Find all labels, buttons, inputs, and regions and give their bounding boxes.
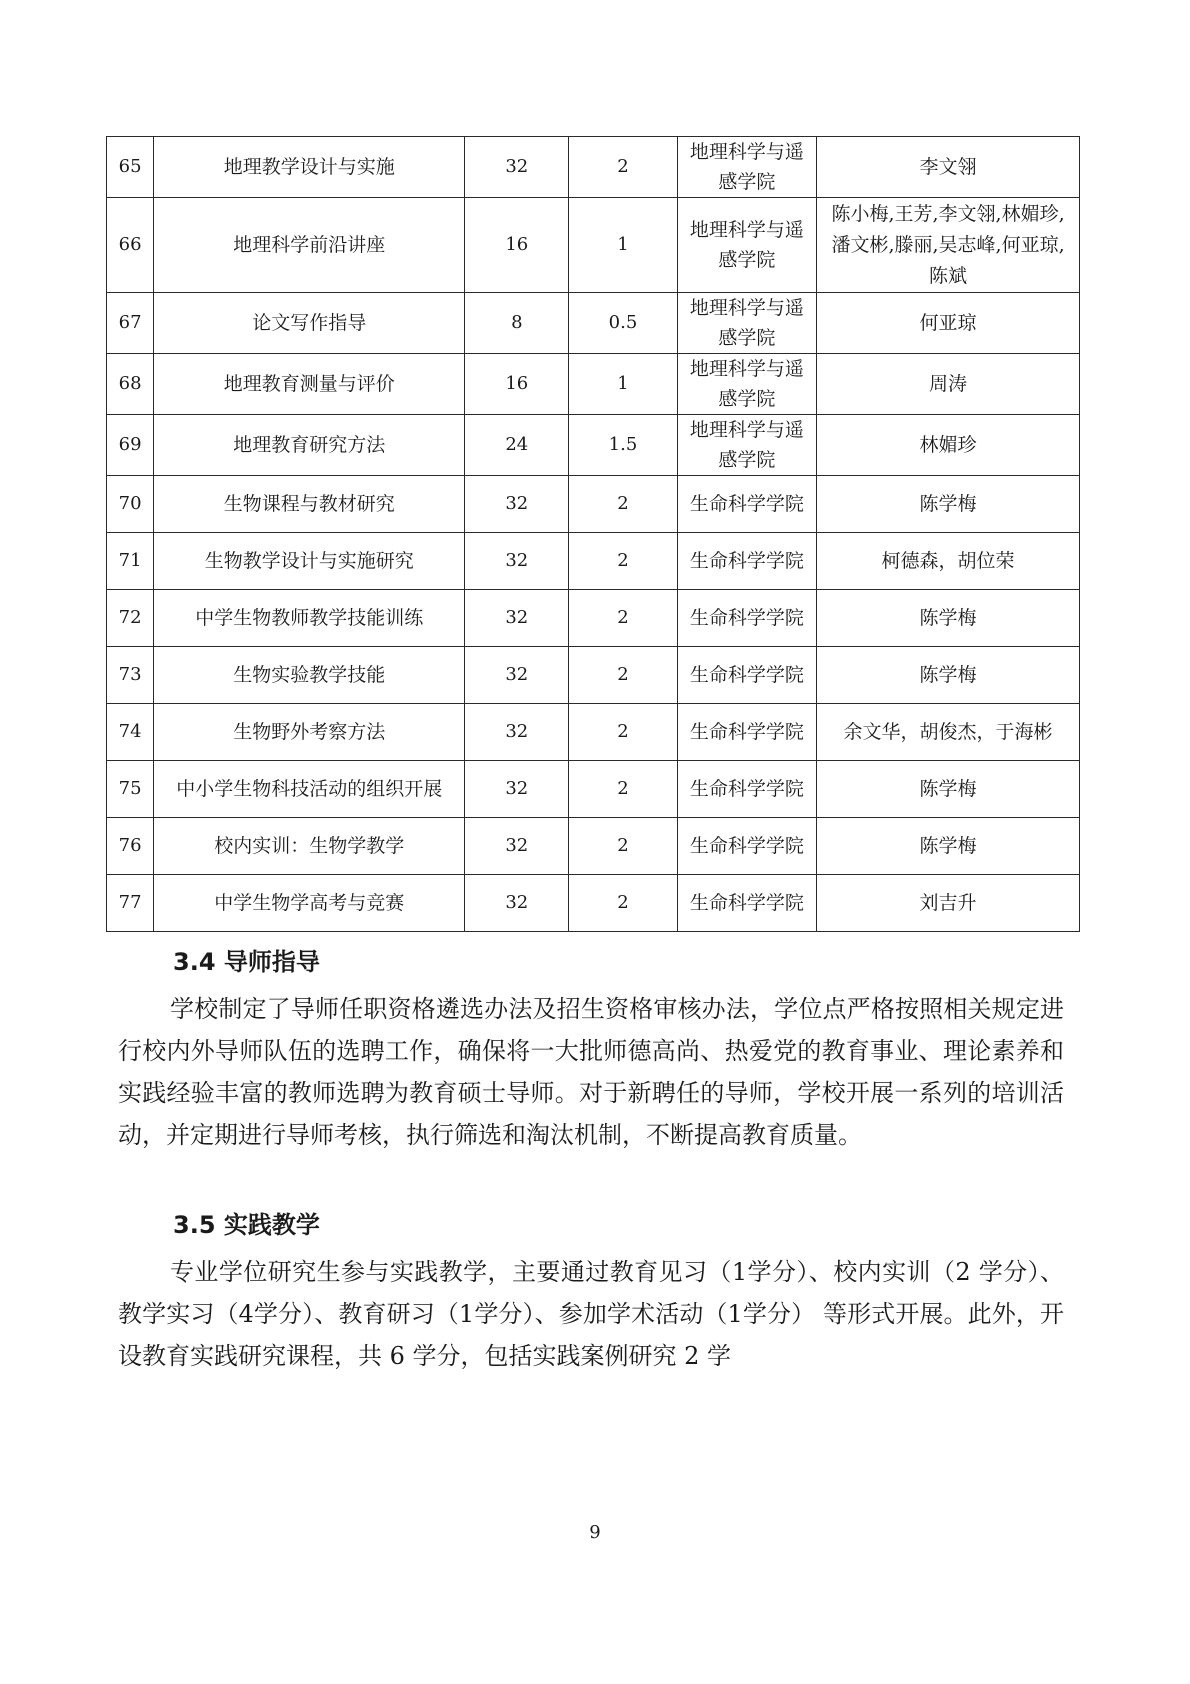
credits-cell: 0.5	[569, 293, 677, 354]
college-cell: 地理科学与遥感学院	[677, 137, 816, 198]
teacher-cell: 周涛	[817, 354, 1080, 415]
table-row	[107, 590, 1080, 647]
table-row	[107, 875, 1080, 932]
row-number-cell: 65	[107, 137, 154, 198]
hours-cell: 16	[465, 354, 569, 415]
course-name-cell: 生物野外考察方法	[154, 704, 465, 761]
row-number-cell: 70	[107, 476, 154, 533]
section-3-4-paragraph: 学校制定了导师任职资格遴选办法及招生资格审核办法，学位点严格按照相关规定进行校内外导师队伍的选聘工作，确保将一大批师德高尚、热爱党的教育事业、理论素养和实践经验丰富的教师选聘为教育硕士导师。对于新聘任的导师，学校开展一系列的培训活动，并定期进行导师考核，执行筛选和淘汰机制，不断提高教育质量。	[118, 995, 1064, 1149]
row-number-cell: 71	[107, 533, 154, 590]
credits-cell: 2	[569, 137, 677, 198]
teacher-cell: 陈学梅	[817, 818, 1080, 875]
teacher-cell: 陈学梅	[817, 761, 1080, 818]
course-name-cell: 生物实验教学技能	[154, 647, 465, 704]
course-table-body	[107, 137, 1080, 932]
table-row	[107, 647, 1080, 704]
hours-cell: 32	[465, 761, 569, 818]
teacher-cell: 陈学梅	[817, 647, 1080, 704]
course-name-cell: 地理教育测量与评价	[154, 354, 465, 415]
teacher-cell: 陈学梅	[817, 476, 1080, 533]
table-row	[107, 704, 1080, 761]
course-name-cell: 生物课程与教材研究	[154, 476, 465, 533]
table-row	[107, 137, 1080, 198]
section-heading-3-4: 3.4 导师指导	[173, 948, 320, 976]
hours-cell: 32	[465, 818, 569, 875]
row-number-cell: 77	[107, 875, 154, 932]
table-row	[107, 198, 1080, 293]
hours-cell: 32	[465, 875, 569, 932]
college-cell: 地理科学与遥感学院	[677, 354, 816, 415]
college-cell: 地理科学与遥感学院	[677, 293, 816, 354]
row-number-cell: 69	[107, 415, 154, 476]
course-table	[106, 136, 1080, 932]
course-name-cell: 中小学生物科技活动的组织开展	[154, 761, 465, 818]
table-row	[107, 818, 1080, 875]
course-name-cell: 校内实训：生物学教学	[154, 818, 465, 875]
teacher-cell: 柯德森，胡位荣	[817, 533, 1080, 590]
table-row	[107, 761, 1080, 818]
teacher-cell: 李文翎	[817, 137, 1080, 198]
credits-cell: 1	[569, 198, 677, 293]
course-name-cell: 中学生物教师教学技能训练	[154, 590, 465, 647]
table-row	[107, 354, 1080, 415]
page-number: 9	[589, 1522, 601, 1543]
row-number-cell: 66	[107, 198, 154, 293]
hours-cell: 32	[465, 647, 569, 704]
hours-cell: 32	[465, 590, 569, 647]
credits-cell: 2	[569, 875, 677, 932]
course-name-cell: 生物教学设计与实施研究	[154, 533, 465, 590]
hours-cell: 8	[465, 293, 569, 354]
hours-cell: 32	[465, 704, 569, 761]
hours-cell: 32	[465, 476, 569, 533]
college-cell: 生命科学学院	[677, 761, 816, 818]
college-cell: 生命科学学院	[677, 818, 816, 875]
hours-cell: 24	[465, 415, 569, 476]
hours-cell: 16	[465, 198, 569, 293]
row-number-cell: 67	[107, 293, 154, 354]
college-cell: 生命科学学院	[677, 476, 816, 533]
table-row	[107, 293, 1080, 354]
teacher-cell: 余文华，胡俊杰，于海彬	[817, 704, 1080, 761]
college-cell: 生命科学学院	[677, 647, 816, 704]
hours-cell: 32	[465, 533, 569, 590]
teacher-cell: 陈学梅	[817, 590, 1080, 647]
teacher-cell: 刘吉升	[817, 875, 1080, 932]
teacher-cell: 林媚珍	[817, 415, 1080, 476]
college-cell: 生命科学学院	[677, 533, 816, 590]
course-name-cell: 地理科学前沿讲座	[154, 198, 465, 293]
course-name-cell: 中学生物学高考与竞赛	[154, 875, 465, 932]
table-row	[107, 476, 1080, 533]
section-heading-3-5: 3.5 实践教学	[173, 1211, 320, 1239]
hours-cell: 32	[465, 137, 569, 198]
teacher-cell: 陈小梅,王芳,李文翎,林媚珍,潘文彬,滕丽,吴志峰,何亚琼,陈斌	[817, 198, 1080, 293]
college-cell: 地理科学与遥感学院	[677, 198, 816, 293]
table-row	[107, 533, 1080, 590]
course-name-cell: 地理教学设计与实施	[154, 137, 465, 198]
row-number-cell: 75	[107, 761, 154, 818]
course-name-cell: 地理教育研究方法	[154, 415, 465, 476]
credits-cell: 1	[569, 354, 677, 415]
teacher-cell: 何亚琼	[817, 293, 1080, 354]
college-cell: 生命科学学院	[677, 704, 816, 761]
credits-cell: 2	[569, 704, 677, 761]
course-name-cell: 论文写作指导	[154, 293, 465, 354]
college-cell: 地理科学与遥感学院	[677, 415, 816, 476]
table-row	[107, 415, 1080, 476]
credits-cell: 2	[569, 761, 677, 818]
row-number-cell: 68	[107, 354, 154, 415]
college-cell: 生命科学学院	[677, 590, 816, 647]
credits-cell: 1.5	[569, 415, 677, 476]
section-3-5-paragraph: 专业学位研究生参与实践教学，主要通过教育见习（1学分）、校内实训（2 学分）、教学实习（4学分）、教育研习（1学分）、参加学术活动（1学分） 等形式开展。此外，开设教育实践研究课程，共 6 学分，包括实践案例研究 2 学	[118, 1258, 1064, 1370]
credits-cell: 2	[569, 590, 677, 647]
row-number-cell: 74	[107, 704, 154, 761]
row-number-cell: 76	[107, 818, 154, 875]
credits-cell: 2	[569, 818, 677, 875]
credits-cell: 2	[569, 647, 677, 704]
college-cell: 生命科学学院	[677, 875, 816, 932]
credits-cell: 2	[569, 533, 677, 590]
row-number-cell: 72	[107, 590, 154, 647]
row-number-cell: 73	[107, 647, 154, 704]
credits-cell: 2	[569, 476, 677, 533]
